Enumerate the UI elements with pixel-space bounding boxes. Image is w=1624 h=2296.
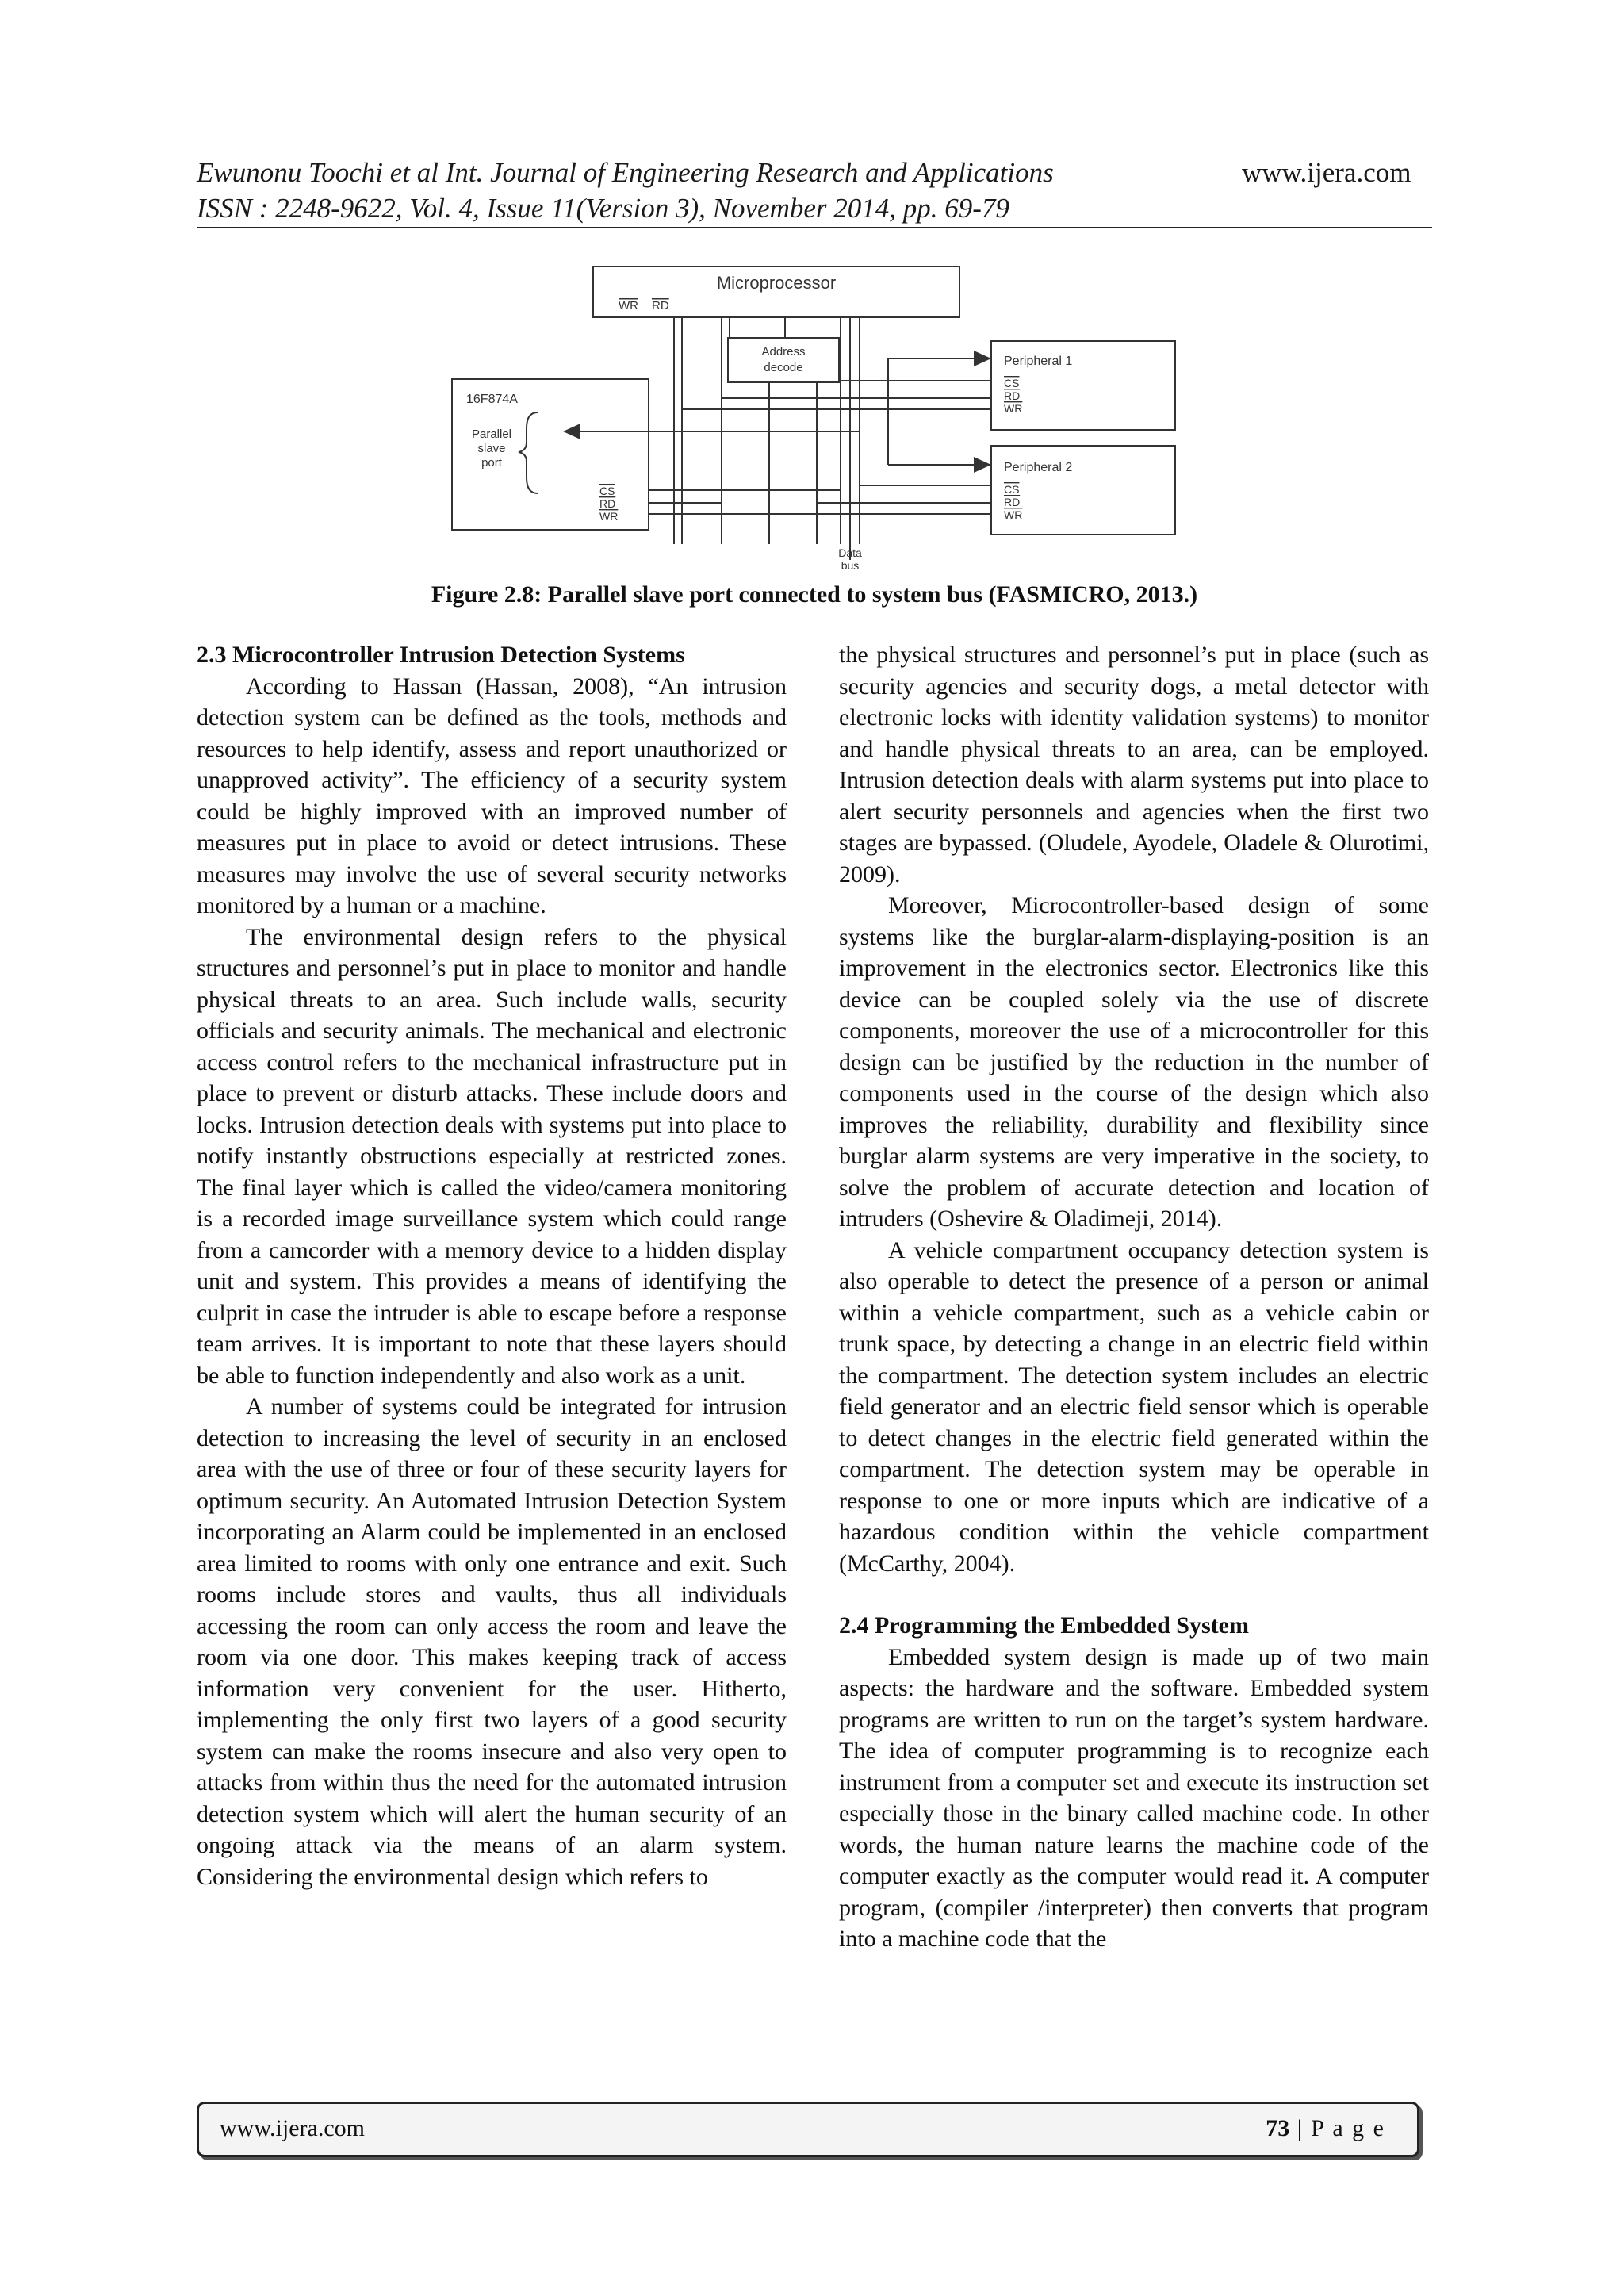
section-heading-2-4: 2.4 Programming the Embedded System (839, 1612, 1249, 1639)
page-footer (197, 2102, 1419, 2157)
label-chip: 16F874A (466, 393, 518, 406)
arrow-head (974, 457, 991, 473)
label-decode: decode (764, 361, 803, 374)
page-number: 73 (1266, 2115, 1290, 2141)
page-number-label (1266, 2115, 1385, 2142)
paragraph: Moreover, Microcontroller-based design of some systems like the burglar-alarm-displaying-position is an improvement in the electronics sector. Electronics like this device can be coupled solely via the use of discrete components, moreover the use of a microcontroller for this design can be justified by the reduction in the number of components used in the course of the design which also improves the reliability, durability and flexibility since burglar alarm systems are very imperative in the society, to solve the problem of accurate detection and location of intruders (Oshevire & Oladimeji, 2014). (839, 892, 1429, 1232)
footer-site-link[interactable]: www.ijera.com (220, 2115, 365, 2141)
figure-caption: Figure 2.8: Parallel slave port connected to system bus (FASMICRO, 2013.) (431, 581, 1198, 608)
arrow-head (974, 351, 991, 366)
header-site-link[interactable]: www.ijera.com (1242, 157, 1411, 188)
paragraph: Embedded system design is made up of two main aspects: the hardware and the software. Embedded system programs are written to run on the target’s system hardware. The idea of computer programming is to recognize each instrument from a computer set and execute its instruction set especially those in the binary called machine code. In other words, the human nature learns the machine code of the computer exactly as the computer would read it. A computer program, (compiler /interpreter) then converts that program into a machine code that the (839, 1643, 1429, 1952)
paragraph: A vehicle compartment occupancy detection system is also operable to detect the presence of a person or animal within a vehicle compartment, such as a vehicle cabin or trunk space, by detecting a change in an electric field within the compartment. The detection system includes an electric field generator and an electric field sensor which is operable to detect changes in the electric field generated within the compartment. The detection system may be operable in response to one or more inputs which are indicative of a hazardous condition within the vehicle compartment (McCarthy, 2004). (839, 1236, 1429, 1577)
label-peripheral2: Peripheral 2 (1004, 461, 1073, 474)
label-data: Data (838, 546, 862, 559)
label-address: Address (761, 345, 806, 358)
label-port: port (481, 456, 502, 470)
diagram-svg (444, 262, 1189, 571)
label-parallel: Parallel (471, 427, 512, 441)
label-rd: RD (652, 299, 669, 312)
label-cs: CS (1004, 377, 1020, 389)
label-rd: RD (1004, 389, 1021, 402)
left-column (197, 639, 787, 1892)
label-slave: slave (477, 442, 506, 455)
paragraph: A number of systems could be integrated for intrusion detection to increasing the level of security in an enclosed area with the use of three or four of these security layers for optimum security. An Automated Intrusion Detection System incorporating an Alarm could be implemented in an enclosed area limited to rooms with only one entrance and exit. Such rooms include stores and vaults, thus all individuals accessing the room can only access the room and leave the room via one door. This makes keeping track of access information very convenient for the user. Hitherto, implementing the only first two layers of a good security system can make the rooms insecure and also very open to attacks from within thus the need for the automated intrusion detection system which will alert the human security of an ongoing attack via the means of an alarm system. Considering the environmental design which refers to (197, 1393, 787, 1890)
label-wr: WR (1004, 402, 1023, 415)
label-bus: bus (841, 559, 860, 571)
right-column (839, 639, 1429, 1955)
label-cs: CS (599, 485, 615, 497)
label-cs: CS (1004, 483, 1020, 496)
journal-header: Ewunonu Toochi et al Int. Journal of Engineering Research and Applications (197, 157, 1054, 188)
header-divider (197, 227, 1432, 228)
figure-parallel-slave-port-diagram (444, 262, 1189, 571)
label-rd: RD (599, 497, 616, 510)
paragraph: the physical structures and personnel’s put in place (such as security agencies and security dogs, a metal detector with electronic locks with identity validation systems) to monitor and handle physical threats to an area, can be employed. Intrusion detection deals with alarm systems put into place to alert security personnels and agencies when the first two stages are bypassed. (Oludele, Ayodele, Oladele & Olurotimi, 2009). (839, 642, 1429, 887)
section-heading-2-3: 2.3 Microcontroller Intrusion Detection Systems (197, 642, 685, 668)
label-rd: RD (1004, 496, 1021, 508)
label-wr: WR (599, 510, 619, 523)
arrow-head (563, 424, 580, 439)
issn-line: ISSN : 2248-9622, Vol. 4, Issue 11(Version 3), November 2014, pp. 69-79 (197, 193, 1009, 224)
paragraph: According to Hassan (Hassan, 2008), “An intrusion detection system can be defined as the tools, methods and resources to help identify, assess and report unauthorized or unapproved activity”. The efficiency of a security system could be highly improved with an improved number of measures put in place to avoid or detect intrusions. These measures may involve the use of several security networks monitored by a human or a machine. (197, 673, 787, 918)
label-microprocessor: Microprocessor (716, 273, 837, 293)
label-wr: WR (1004, 508, 1023, 521)
label-peripheral1: Peripheral 1 (1004, 355, 1073, 368)
paragraph: The environmental design refers to the physical structures and personnel’s put in place to monitor and handle physical threats to an area. Such include walls, security officials and security animals. The mechanical and electronic access control refers to the mechanical infrastructure put in place to prevent or disturb attacks. These include doors and locks. Intrusion detection deals with systems put into place to notify instantly obstructions especially at restricted zones. The final layer which is called the video/camera monitoring is a recorded image surveillance system which could range from a camcorder with a memory device to a hidden display unit and system. This provides a means of identifying the culprit in case the intruder is able to escape before a response team arrives. It is important to note that these layers should be able to function independently and also work as a unit. (197, 923, 787, 1389)
label-wr: WR (619, 299, 638, 312)
page-suffix: | P a g e (1289, 2115, 1385, 2141)
